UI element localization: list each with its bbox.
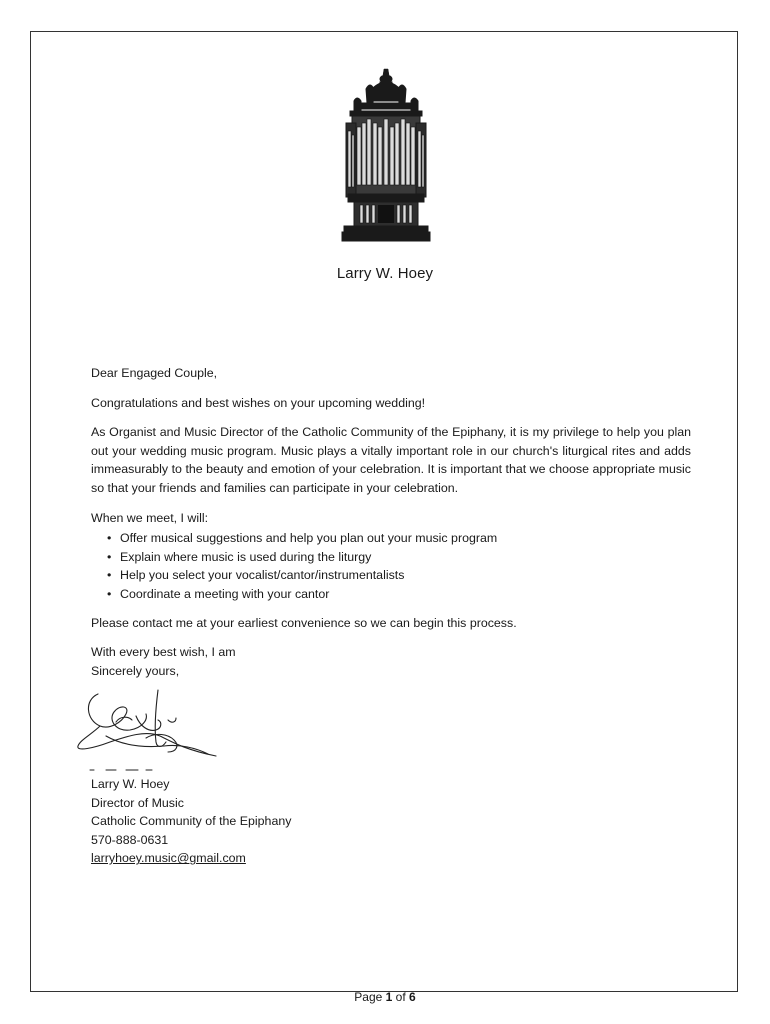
intro-paragraph: As Organist and Music Director of the Catholic Community of the Epiphany, it is my privilege to help you plan out your wedding music program. Music plays a vitally important role in our church's liturgical rites and adds immeasurably to the beauty and emotion of your celebration. It is important that we choose appropriate music so that your friends and families can participate in your celebration. — [91, 425, 691, 495]
congratulations-line: Congratulations and best wishes on your upcoming wedding! — [91, 395, 426, 410]
list-item: • Coordinate a meeting with your cantor — [107, 585, 691, 604]
signer-organization: Catholic Community of the Epiphany — [91, 814, 292, 829]
closing-line-2: Sincerely yours, — [91, 663, 180, 678]
current-page-number: 1 — [385, 990, 393, 1004]
contact-line: Please contact me at your earliest convenience so we can begin this process. — [91, 615, 517, 630]
page-word: Page — [354, 990, 383, 1004]
signer-name: Larry W. Hoey — [91, 777, 170, 791]
letter-body — [91, 364, 691, 680]
list-item: • Help you select your vocalist/cantor/instrumentalists — [107, 566, 691, 585]
signature-block — [91, 775, 291, 868]
closing-line-1: With every best wish, I am — [91, 645, 236, 660]
page-footer — [0, 990, 770, 1004]
signer-email-link[interactable]: larryhoey.music@gmail.com — [91, 851, 246, 866]
pipe-organ-logo-icon — [340, 67, 432, 243]
meet-lead-in: When we meet, I will: — [91, 510, 209, 525]
letterhead-name: Larry W. Hoey — [336, 265, 434, 282]
meeting-list — [91, 529, 691, 603]
list-item: • Offer musical suggestions and help you plan out your music program — [107, 529, 691, 548]
list-item: • Explain where music is used during the liturgy — [107, 548, 691, 567]
of-word: of — [395, 990, 406, 1004]
signer-phone: 570-888-0631 — [91, 832, 169, 847]
salutation: Dear Engaged Couple, — [91, 366, 218, 380]
signer-title: Director of Music — [91, 795, 184, 810]
handwritten-signature-icon — [76, 686, 226, 776]
total-pages-number: 6 — [409, 990, 416, 1004]
